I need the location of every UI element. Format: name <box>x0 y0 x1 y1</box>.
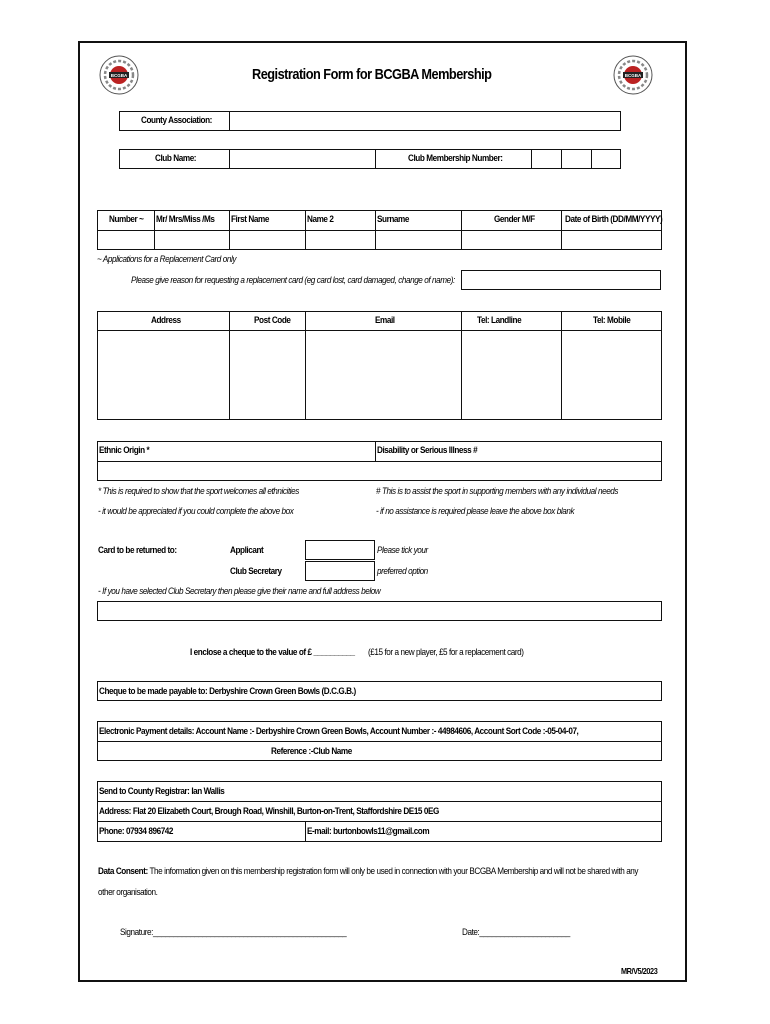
header-gender: Gender M/F <box>494 214 535 225</box>
header-email: Email <box>375 315 395 326</box>
club-membership-number-input[interactable] <box>533 150 620 168</box>
registrar-phone: Phone: 07934 896742 <box>99 826 174 837</box>
svg-text:BCGBA: BCGBA <box>624 73 642 78</box>
ethnic-origin-input[interactable] <box>98 462 374 480</box>
header-first-name: First Name <box>231 214 269 225</box>
header-surname: Surname <box>377 214 409 225</box>
bcgba-logo-right <box>613 55 653 95</box>
club-name-label: Club Name: <box>155 153 197 164</box>
county-association-input[interactable] <box>231 112 619 130</box>
ethnic-origin-label: Ethnic Origin * <box>99 445 150 456</box>
data-consent-label: Data Consent: <box>98 866 148 877</box>
disability-note-1: # This is to assist the sport in supporting members with any individual needs <box>376 486 619 497</box>
data-consent-text-2: other organisation. <box>98 887 158 898</box>
ethnic-note-2: - it would be appreciated if you could complete the above box <box>98 506 294 517</box>
cheque-text: I enclose a cheque to the value of £ __________ <box>190 647 355 658</box>
header-name-2: Name 2 <box>307 214 334 225</box>
send-to: Send to County Registrar: Ian Wallis <box>99 786 225 797</box>
secretary-address-input[interactable] <box>97 601 662 621</box>
replacement-note: ~ Applications for a Replacement Card only <box>97 254 236 265</box>
tel-landline-input[interactable] <box>462 331 560 419</box>
electronic-payment: Electronic Payment details: Account Name :- Derbyshire Crown Green Bowls, Account Number :- 44984606, Account Sort Code :-05-04-07, <box>99 726 579 737</box>
post-code-input[interactable] <box>230 331 304 419</box>
registrar-email: E-mail: burtonbowls11@gmail.com <box>307 826 430 837</box>
club-name-input[interactable] <box>231 150 374 168</box>
gender-input[interactable] <box>462 231 560 249</box>
reference: Reference :-Club Name <box>271 746 352 757</box>
registrar-address: Address: Flat 20 Elizabeth Court, Brough Road, Winshill, Burton-on-Trent, Staffordshire DE15 0EG <box>99 806 439 817</box>
surname-input[interactable] <box>376 231 460 249</box>
card-return-label: Card to be returned to: <box>98 545 177 556</box>
data-consent <box>98 866 638 877</box>
dob-input[interactable] <box>562 231 661 249</box>
first-name-input[interactable] <box>230 231 304 249</box>
club-secretary-label: Club Secretary <box>230 566 282 577</box>
club-membership-number-label: Club Membership Number: <box>408 153 503 164</box>
header-dob: Date of Birth (DD/MM/YYYY) <box>565 214 663 225</box>
bcgba-logo-left <box>99 55 139 95</box>
tick-note-1: Please tick your <box>377 545 428 556</box>
tick-note-2: preferred option <box>377 566 428 577</box>
replacement-reason-input[interactable] <box>461 270 661 290</box>
date-field[interactable]: Date:______________________ <box>462 927 570 938</box>
applicant-checkbox[interactable] <box>305 540 375 560</box>
disability-note-2: - if no assistance is required please leave the above box blank <box>376 506 575 517</box>
cheque-payable: Cheque to be made payable to: Derbyshire Crown Green Bowls (D.C.G.B.) <box>99 686 356 697</box>
header-title: Mr/ Mrs/Miss /Ms <box>156 214 215 225</box>
secretary-note: - If you have selected Club Secretary then please give their name and full address below <box>98 586 381 597</box>
tel-mobile-input[interactable] <box>562 331 661 419</box>
header-number: Number ~ <box>109 214 144 225</box>
footer-ref: MR/V5/2023 <box>621 966 658 976</box>
cheque-fee-note: (£15 for a new player, £5 for a replacement card) <box>368 647 524 658</box>
disability-label: Disability or Serious Illness # <box>377 445 478 456</box>
number-input[interactable] <box>98 231 153 249</box>
address-input[interactable] <box>98 331 228 419</box>
data-consent-text: The information given on this membership registration form will only be used in connection with your BCGBA Membership and will not be shared with any <box>147 866 639 877</box>
club-secretary-checkbox[interactable] <box>305 561 375 581</box>
header-address: Address <box>151 315 181 326</box>
signature-field[interactable]: Signature:_______________________________________________ <box>120 927 347 938</box>
ethnic-note-1: * This is required to show that the sport welcomes all ethnicities <box>98 486 299 497</box>
email-input[interactable] <box>306 331 460 419</box>
header-post-code: Post Code <box>254 315 291 326</box>
applicant-label: Applicant <box>230 545 264 556</box>
page-title: Registration Form for BCGBA Membership <box>252 66 492 83</box>
svg-text:BCGBA: BCGBA <box>110 73 128 78</box>
name-2-input[interactable] <box>306 231 374 249</box>
disability-input[interactable] <box>376 462 661 480</box>
title-input[interactable] <box>155 231 228 249</box>
replacement-reason-label: Please give reason for requesting a replacement card (eg card lost, card damaged, change of name): <box>131 275 455 286</box>
county-association-label: County Association: <box>141 115 212 126</box>
header-tel-mobile: Tel: Mobile <box>593 315 631 326</box>
header-tel-landline: Tel: Landline <box>477 315 522 326</box>
